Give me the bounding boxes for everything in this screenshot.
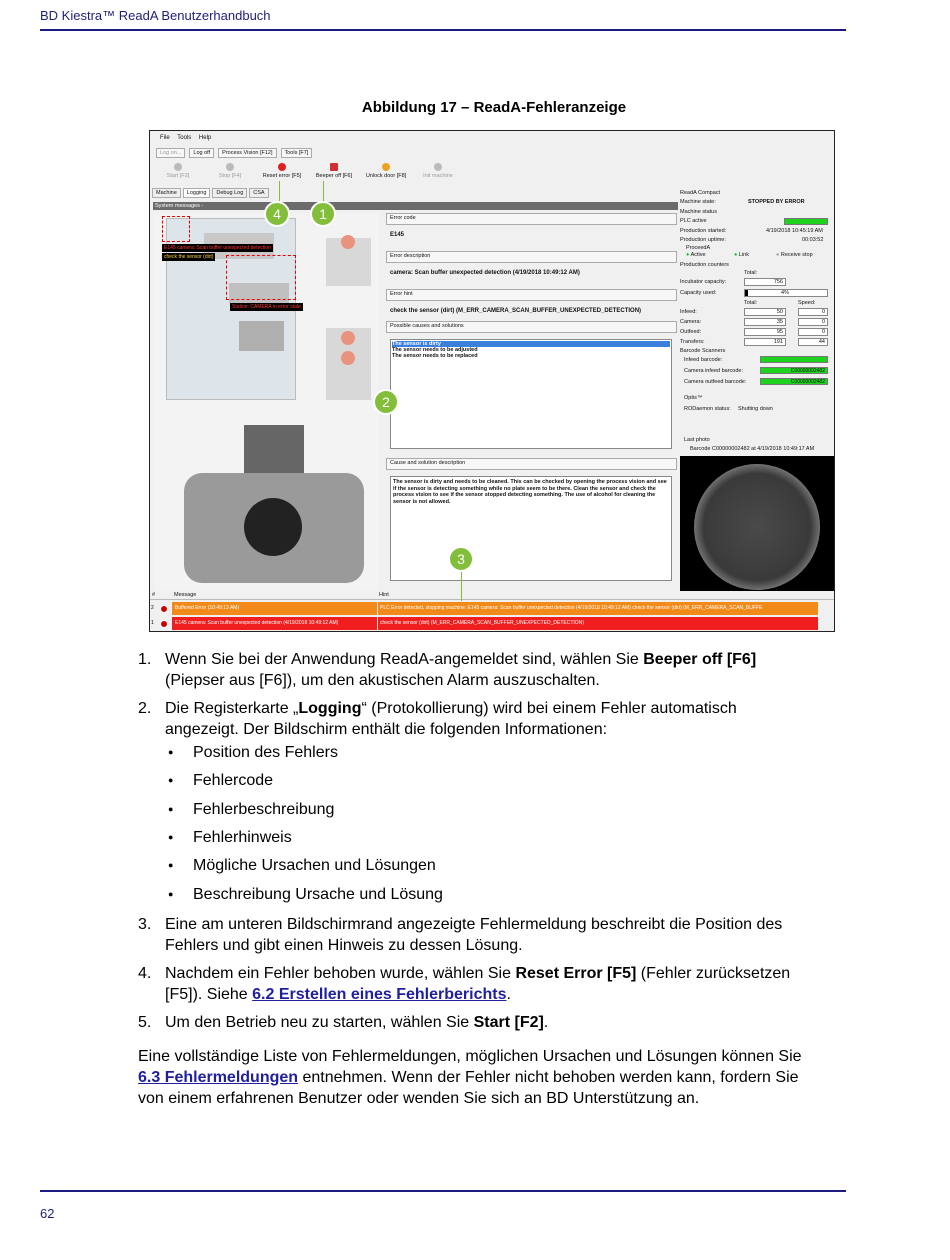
bullet-text: Fehlercode (193, 772, 274, 789)
step-text: “ (Protokollierung) wird bei einem Fehler automatisch (361, 700, 737, 717)
error-hint-label: Error hint (386, 289, 677, 301)
step-1-line-2: (Piepser aus [F6]), um den akustischen Alarm auszuschalten. (165, 672, 600, 689)
callout-line (279, 181, 280, 201)
capacity-used-value: 4% (781, 290, 789, 296)
bullet-icon: ● (168, 804, 174, 814)
sensor-indicator (341, 331, 355, 345)
tab-bar (152, 188, 269, 198)
step-number: 1. (138, 651, 152, 668)
step-text: Wenn Sie bei der Anwendung ReadA-angemeldet sind, wählen Sie (165, 651, 644, 668)
station-error-label: Station: CAMERA in error state (232, 304, 301, 310)
bullet-icon: ● (168, 860, 174, 870)
cause-item[interactable]: The sensor needs to be replaced (392, 353, 478, 359)
bullet-item (168, 744, 338, 762)
camera-infeed-barcode-value: C00000002482 (760, 367, 828, 374)
machine-top-unit (244, 425, 304, 480)
main-toolbar (156, 163, 460, 183)
error-hint-value: check the sensor (dirt) (M_ERR_CAMERA_SCAN_BUFFER_UNEXPECTED_DETECTION) (390, 308, 642, 314)
footer-rule (40, 1190, 846, 1192)
counter-transfers-speed: 44 (798, 338, 828, 346)
reset-error-button[interactable] (260, 163, 304, 183)
cause-description-label: Cause and solution description (386, 458, 677, 470)
start-icon (174, 163, 182, 171)
log-row-message: E145 camera: Scan buffer unexpected detection (4/19/2018 10:49:12 AM) (172, 617, 377, 630)
error-marker (226, 255, 296, 300)
unlock-icon (382, 163, 390, 171)
log-row-hint: PLC Error detected, stopping machine: E145 camera: Scan buffer unexpected detection (4/19/2018 10:49:12 AM) check the sensor (dirt) (M_ERR_CAMERA_SCAN_BUFFE (378, 602, 818, 615)
log-row-number: 2 (151, 605, 154, 611)
camera-infeed-barcode-label: Camera infeed barcode: (684, 368, 744, 374)
closing-text: entnehmen. Wenn der Fehler nicht behoben werden kann, fordern Sie (298, 1069, 799, 1086)
bullet-item (168, 772, 274, 790)
step-1-line-1 (165, 649, 756, 670)
bullet-item (168, 857, 436, 875)
proceeda-title: ProceedA (686, 245, 711, 251)
production-started-value: 4/19/2018 10:45:19 AM (766, 228, 823, 234)
unlock-door-label: Unlock door [F8] (365, 173, 407, 179)
menu-bar (160, 135, 217, 141)
status-dot-icon: ● (776, 252, 780, 258)
last-photo-title: Last photo (684, 437, 710, 443)
step-text: . (506, 986, 511, 1003)
barcode-scanners-title: Barcode Scanners (680, 348, 726, 354)
step-text: Nachdem ein Fehler behoben wurde, wählen Sie (165, 965, 516, 982)
proceeda-receive-stop (776, 252, 813, 258)
error-marker (162, 216, 190, 242)
page-number: 62 (40, 1206, 55, 1221)
capacity-fill (745, 290, 748, 296)
init-icon (434, 163, 442, 171)
callout-2: 2 (373, 389, 399, 415)
machine-state-label: Machine state: (680, 199, 716, 205)
machine-state-value: STOPPED BY ERROR (748, 199, 805, 205)
bullet-icon: ● (168, 775, 174, 785)
system-messages-bar: System messages - (153, 202, 678, 210)
top-toolbar (156, 147, 312, 159)
log-row-message: Buffered Error (10:49:13 AM) (172, 602, 377, 615)
beeper-off-button[interactable] (312, 163, 356, 183)
counter-transfers-label: Transfers: (680, 339, 705, 345)
error-icon (160, 605, 168, 613)
bullet-icon: ● (168, 889, 174, 899)
stop-button[interactable] (208, 163, 252, 183)
infeed-barcode-value (760, 356, 828, 363)
log-row[interactable] (150, 617, 834, 630)
log-col-message: Message (174, 592, 197, 598)
log-row[interactable] (150, 602, 834, 615)
counter-outfeed-speed: 0 (798, 328, 828, 336)
bullet-icon: ● (168, 747, 174, 757)
incubator-capacity-label: Incubator capacity: (680, 279, 727, 285)
cause-item[interactable]: The sensor needs to be adjusted (392, 347, 478, 353)
rodaemon-status-label: RODaemon status: (684, 406, 731, 412)
process-vision-button[interactable]: Process Vision [F12] (218, 148, 276, 158)
log-on-button[interactable]: Log on... (156, 148, 185, 158)
tab-debug-log[interactable]: Debug Log (212, 188, 247, 198)
tab-machine[interactable]: Machine (152, 188, 181, 198)
last-photo-image (680, 456, 834, 598)
sensor-indicator (341, 235, 355, 249)
error-label: E145 camera: Scan buffer unexpected detection (164, 245, 271, 251)
causes-label: Possible causes and solutions (386, 321, 677, 333)
step-number: 4. (138, 965, 152, 982)
proceeda-link-label: Link (738, 252, 749, 258)
link-error-report[interactable]: 6.2 Erstellen eines Fehlerberichts (252, 986, 507, 1003)
log-off-button[interactable]: Log off (189, 148, 214, 158)
counter-infeed-label: Infeed: (680, 309, 697, 315)
sensor-indicator (341, 351, 355, 365)
callout-3: 3 (448, 546, 474, 572)
counter-camera-total: 35 (744, 318, 786, 326)
step-3-line-1: Eine am unteren Bildschirmrand angezeigte Fehlermeldung beschreibt die Position des (165, 916, 783, 933)
bullet-item (168, 886, 443, 904)
bullet-item (168, 801, 335, 819)
closing-line-1: Eine vollständige Liste von Fehlermeldungen, möglichen Ursachen und Lösungen können Sie (138, 1048, 802, 1065)
step-4-line-1 (165, 963, 790, 984)
menu-file[interactable]: File (160, 135, 170, 141)
counters-title: Production counters (680, 262, 729, 268)
turntable (244, 498, 302, 556)
step-number: 5. (138, 1014, 152, 1031)
step-text: Die Registerkarte „ (165, 700, 299, 717)
rodaemon-status-value: Shutting down (738, 406, 773, 412)
error-code-value: E145 (390, 232, 405, 238)
bullet-text: Beschreibung Ursache und Lösung (193, 886, 443, 903)
total-header-2: Total: (744, 300, 758, 306)
step-bold: Reset Error [F5] (515, 965, 637, 982)
step-text: (Fehler zurücksetzen (636, 965, 791, 982)
capacity-used-label: Capacity used: (680, 290, 717, 296)
proceeda-active (686, 252, 706, 258)
petri-dish (694, 464, 820, 590)
step-number: 2. (138, 700, 152, 717)
last-photo-barcode: Barcode C00000002482 at 4/19/2018 10:49:17 AM (690, 446, 815, 452)
error-icon (160, 620, 168, 628)
plc-active-label: PLC active (680, 218, 707, 224)
bullet-text: Fehlerhinweis (193, 829, 292, 846)
figure-title: Abbildung 17 – ReadA-Fehleranzeige (361, 99, 627, 116)
reset-error-icon (278, 163, 286, 171)
step-2-line-1 (165, 698, 737, 719)
plc-active-indicator (784, 218, 828, 225)
counter-camera-label: Camera: (680, 319, 702, 325)
proceeda-link (734, 252, 749, 258)
capacity-used-bar (744, 289, 828, 297)
unlock-door-button[interactable] (364, 163, 408, 183)
log-row-number: 1 (151, 620, 154, 626)
camera-outfeed-barcode-label: Camera outfeed barcode: (684, 379, 747, 385)
causes-list[interactable] (390, 339, 672, 449)
running-header: BD Kiestra™ ReadA Benutzerhandbuch (40, 8, 271, 23)
beeper-off-label: Beeper off [F6] (315, 173, 353, 179)
step-text: . (543, 1014, 549, 1031)
counter-transfers-total: 191 (744, 338, 786, 346)
stop-icon (226, 163, 234, 171)
production-uptime-label: Production uptime: (680, 237, 726, 243)
optis-title: Optis™ (684, 395, 703, 401)
closing-line-3: von einem erfahrenen Benutzer oder wenden Sie sich an BD Unterstützung an. (138, 1090, 700, 1107)
reset-error-label: Reset error [F5] (262, 173, 302, 179)
beeper-icon (330, 163, 338, 171)
status-dot-icon: ● (734, 252, 738, 258)
proceeda-active-label: Active (690, 252, 706, 258)
bullet-text: Mögliche Ursachen und Lösungen (193, 857, 436, 874)
step-5-line-1 (165, 1012, 548, 1033)
machine-part (239, 321, 284, 351)
link-error-messages[interactable]: 6.3 Fehlermeldungen (138, 1069, 299, 1086)
step-number: 3. (138, 916, 152, 933)
menu-tools[interactable]: Tools (177, 135, 192, 141)
machine-status-title: Machine status (680, 209, 717, 215)
error-code-label: Error code (386, 213, 677, 225)
start-label: Start [F2] (166, 173, 190, 179)
log-col-hint: Hint (379, 592, 389, 598)
proceeda-receive-stop-label: Receive stop (780, 252, 813, 258)
infeed-barcode-label: Infeed barcode: (684, 357, 723, 363)
header-rule (40, 29, 846, 31)
total-header: Total: (744, 270, 758, 276)
cause-item[interactable]: The sensor is dirty (392, 341, 670, 347)
error-description-label: Error description (386, 251, 677, 263)
log-table-header (150, 591, 834, 600)
bullet-item (168, 829, 292, 847)
init-machine-button[interactable] (416, 163, 460, 183)
closing-line-2 (138, 1067, 799, 1088)
counter-infeed-total: 50 (744, 308, 786, 316)
machine-diagram (154, 213, 379, 595)
step-bold: Logging (298, 700, 362, 717)
production-started-label: Production started: (680, 228, 727, 234)
tab-csa[interactable]: CSA (249, 188, 268, 198)
init-machine-label: Init machine (423, 173, 453, 179)
step-2-line-2: angezeigt. Der Bildschirm enthält die folgenden Informationen: (165, 721, 608, 738)
menu-help[interactable]: Help (198, 135, 212, 141)
bullet-icon: ● (168, 832, 174, 842)
step-text: Um den Betrieb neu zu starten, wählen Sie (165, 1014, 474, 1031)
step-3-line-2: Fehlers und gibt einen Hinweis zu dessen Lösung. (165, 937, 523, 954)
callout-1: 1 (310, 201, 336, 227)
tab-logging[interactable]: Logging (183, 188, 211, 198)
counter-infeed-speed: 0 (798, 308, 828, 316)
cause-description-text: The sensor is dirty and needs to be cleaned. This can be checked by opening the process vision and see if the sensor is detecting something while no plate seem to be there. Clean the sensor and check the process vision to see if the sensor stopped detecting something. The use of alcohol for cleaning the sensor is not allowed. (390, 476, 672, 581)
step-4-line-2 (165, 984, 511, 1005)
status-dot-icon: ● (686, 252, 690, 258)
bullet-text: Position des Fehlers (193, 744, 338, 761)
start-button[interactable] (156, 163, 200, 183)
readA-screenshot (149, 130, 835, 632)
step-bold: Beeper off [F6] (643, 651, 757, 668)
counter-outfeed-total: 95 (744, 328, 786, 336)
incubator-capacity-value: 756 (744, 278, 786, 286)
camera-outfeed-barcode-value: C00000002482 (760, 378, 828, 385)
counter-outfeed-label: Outfeed: (680, 329, 702, 335)
error-description-value: camera: Scan buffer unexpected detection (4/19/2018 10:49:12 AM) (390, 270, 580, 276)
log-row-hint: check the sensor (dirt) (M_ERR_CAMERA_SCAN_BUFFER_UNEXPECTED_DETECTION) (378, 617, 818, 630)
bullet-text: Fehlerbeschreibung (193, 801, 335, 818)
stop-label: Stop [F4] (218, 173, 242, 179)
hint-label: check the sensor (dirt) (164, 254, 214, 260)
speed-header: Speed: (798, 300, 816, 306)
panel-title: ReadA Compact (680, 190, 721, 196)
callout-line (461, 571, 462, 601)
counter-camera-speed: 0 (798, 318, 828, 326)
callout-4: 4 (264, 201, 290, 227)
callout-line (323, 181, 324, 201)
step-bold: Start [F2] (473, 1014, 544, 1031)
log-table (150, 591, 834, 632)
step-text: [F5]). Siehe (165, 986, 253, 1003)
production-uptime-value: 00:03:52 (802, 237, 824, 243)
tools-button[interactable]: Tools [F7] (281, 148, 313, 158)
log-col-number: # (152, 592, 156, 598)
